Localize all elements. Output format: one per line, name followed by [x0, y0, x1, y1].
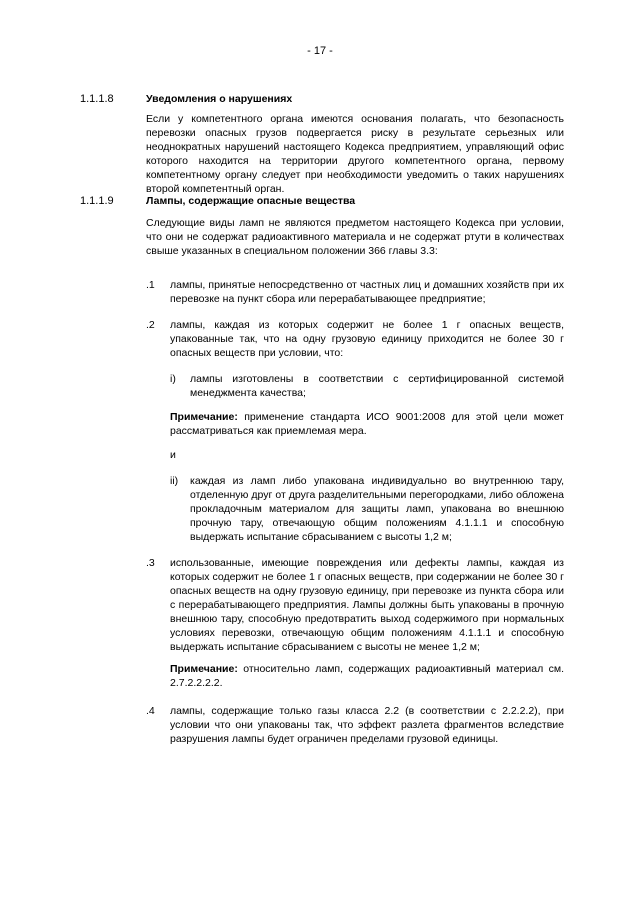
section-1-1-1-8-text: Если у компетентного органа имеются основания полагать, что безопасность перевозки опасных грузов подвергается риску в результате серьезных или неоднократных нарушений настоящего Кодекса предприятием, управляющий офис которого находится на территории другого компетентного органа, первому компетентному органу следует при необходимости уведомить о таких нарушениях второй компетентный орган.: [146, 113, 564, 195]
item-2-number: .2: [146, 319, 155, 331]
section-number-1-1-1-9: 1.1.1.9: [80, 195, 114, 207]
section-number-1-1-1-8: 1.1.1.8: [80, 93, 114, 105]
item-1-text: лампы, принятые непосредственно от частных лиц и домашних хозяйств при их перевозке на пункт сбора или перерабатывающее предприятие;: [170, 279, 564, 305]
item-4-text: лампы, содержащие только газы класса 2.2 (в соответствии с 2.2.2.2), при условии что они упакованы так, что эффект разлета фрагментов вследствие разрушения лампы будет ограничен пределами грузовой единицы.: [170, 705, 564, 745]
item-4-number: .4: [146, 705, 155, 717]
item-3-text: использованные, имеющие повреждения или дефекты лампы, каждая из которых содержит не более 1 г опасных веществ, при содержании не более 30 г опасных веществ на одну грузовую единицу, при перевозке из пункта сбора или с перерабатывающего предприятия. Лампы должны быть упакованы в прочную внешнюю тару, способную предотвратить выход содержимого при нормальных условиях перевозки, отвечающую общим положениям 4.1.1.1 и способную выдержать испытание сбрасыванием с высоты не менее 1,2 м;: [170, 557, 564, 653]
subitem-i-text: лампы изготовлены в соответствии с сертифицированной системой менеджмента качества;: [190, 373, 564, 399]
note-2-label: Примечание:: [170, 663, 238, 675]
section-title-lamps: Лампы, содержащие опасные вещества: [146, 195, 356, 207]
item-3-number: .3: [146, 557, 155, 569]
conjunction-and: и: [170, 449, 176, 461]
note-2: [170, 662, 564, 690]
item-2-text: лампы, каждая из которых содержит не более 1 г опасных веществ, упакованные так, что на одну грузовую единицу приходится не более 30 г опасных веществ при условии, что:: [170, 319, 564, 359]
note-1-label: Примечание:: [170, 411, 238, 423]
section-1-1-1-9-intro: Следующие виды ламп не являются предметом настоящего Кодекса при условии, что они не содержат радиоактивного материала и не содержат ртути в количествах свыше указанных в специальном положении 366 главы 3.3:: [146, 217, 564, 257]
subitem-ii-text: каждая из ламп либо упакована индивидуально во внутреннюю тару, отделенную друг от друга разделительными перегородками, либо обложена прокладочным материалом для защиты ламп, упакована во внешнюю прочную тару, отвечающую общим положениям 4.1.1.1 и способную выдержать испытание сбрасыванием с высоты 1,2 м;: [190, 475, 564, 543]
item-1-number: .1: [146, 279, 155, 291]
subitem-i-number: i): [170, 373, 176, 385]
note-2-text: относительно ламп, содержащих радиоактивный материал см. 2.7.2.2.2.2.: [170, 663, 564, 689]
note-1-text: применение стандарта ИСО 9001:2008 для этой цели может рассматриваться как приемлемая мера.: [170, 411, 564, 437]
note-1: [170, 410, 564, 438]
subitem-ii-number: ii): [170, 475, 179, 487]
page-number: - 17 -: [307, 45, 333, 57]
section-title-notifications: Уведомления о нарушениях: [146, 93, 293, 105]
